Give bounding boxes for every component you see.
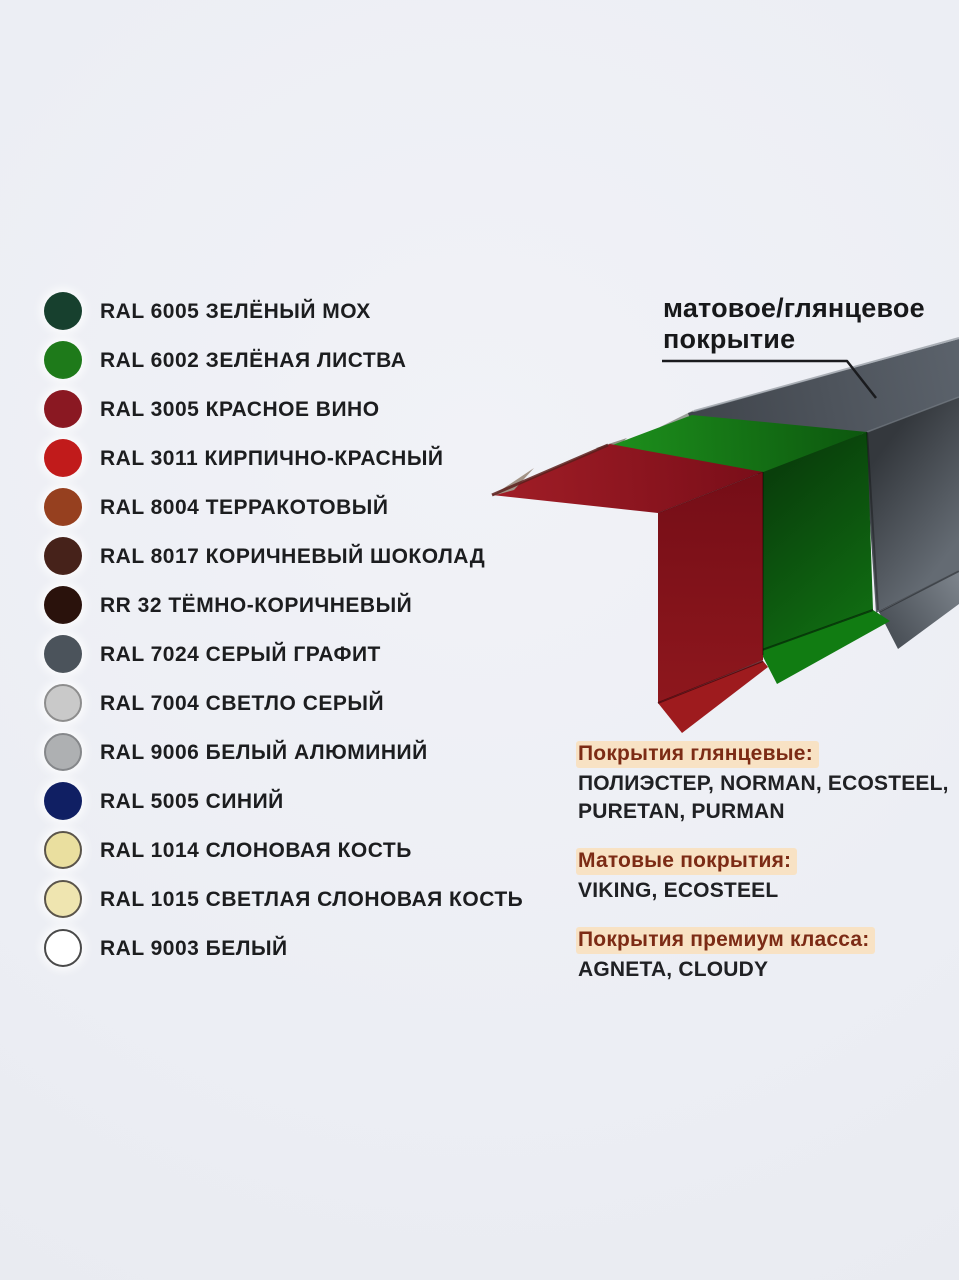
color-swatch — [44, 292, 82, 330]
coating-callout-line2: покрытие — [663, 324, 796, 354]
color-swatch — [44, 439, 82, 477]
color-swatch — [44, 733, 82, 771]
coatings-heading: Покрытия премиум класса: — [576, 927, 875, 954]
palette-item — [44, 629, 523, 678]
color-swatch — [44, 488, 82, 526]
palette-label: RAL 6002 ЗЕЛЁНАЯ ЛИСТВА — [100, 349, 407, 372]
coatings-line: ПОЛИЭСТЕР, NORMAN, ECOSTEEL, — [578, 772, 949, 795]
color-swatch — [44, 537, 82, 575]
palette-item — [44, 384, 523, 433]
palette-item — [44, 531, 523, 580]
palette-label: RAL 9003 БЕЛЫЙ — [100, 937, 288, 960]
palette-label: RAL 1015 СВЕТЛАЯ СЛОНОВАЯ КОСТЬ — [100, 888, 524, 911]
palette-item — [44, 482, 523, 531]
coatings-section-matte — [578, 848, 959, 903]
color-swatch — [44, 782, 82, 820]
palette-label: RAL 7004 СВЕТЛО СЕРЫЙ — [100, 692, 385, 715]
palette-item — [44, 727, 523, 776]
palette-label: RR 32 ТЁМНО-КОРИЧНЕВЫЙ — [100, 594, 413, 617]
color-swatch — [44, 929, 82, 967]
palette-label: RAL 3005 КРАСНОЕ ВИНО — [100, 398, 380, 421]
palette-item — [44, 678, 523, 727]
color-swatch — [44, 390, 82, 428]
palette-item — [44, 874, 523, 923]
color-swatch — [44, 684, 82, 722]
color-swatch — [44, 831, 82, 869]
coating-callout-line1: матовое/глянцевое — [663, 293, 925, 323]
palette-item — [44, 825, 523, 874]
palette-label: RAL 9006 БЕЛЫЙ АЛЮМИНИЙ — [100, 741, 428, 764]
color-swatch — [44, 880, 82, 918]
color-swatch — [44, 635, 82, 673]
palette-label: RAL 8004 ТЕРРАКОТОВЫЙ — [100, 496, 389, 519]
palette-item — [44, 580, 523, 629]
palette-label: RAL 6005 ЗЕЛЁНЫЙ МОХ — [100, 300, 371, 323]
coatings-section-glossy — [578, 741, 959, 824]
coatings-line: PURETAN, PURMAN — [578, 800, 785, 823]
palette-label: RAL 8017 КОРИЧНЕВЫЙ ШОКОЛАД — [100, 545, 486, 568]
palette-item — [44, 923, 523, 972]
ral-palette-list — [44, 286, 523, 972]
palette-label: RAL 3011 КИРПИЧНО-КРАСНЫЙ — [100, 447, 444, 470]
palette-label: RAL 7024 СЕРЫЙ ГРАФИТ — [100, 643, 381, 666]
coatings-line: VIKING, ECOSTEEL — [578, 879, 779, 902]
coatings-heading: Покрытия глянцевые: — [576, 741, 819, 768]
palette-item — [44, 286, 523, 335]
metal-profile-illustration — [480, 330, 959, 760]
coatings-line: AGNETA, CLOUDY — [578, 958, 769, 981]
coatings-info — [578, 741, 959, 1006]
palette-label: RAL 5005 СИНИЙ — [100, 790, 284, 813]
color-swatch — [44, 586, 82, 624]
palette-item — [44, 335, 523, 384]
color-swatch — [44, 341, 82, 379]
coatings-section-premium — [578, 927, 959, 982]
coatings-heading: Матовые покрытия: — [576, 848, 797, 875]
palette-label: RAL 1014 СЛОНОВАЯ КОСТЬ — [100, 839, 412, 862]
palette-item — [44, 433, 523, 482]
palette-item — [44, 776, 523, 825]
